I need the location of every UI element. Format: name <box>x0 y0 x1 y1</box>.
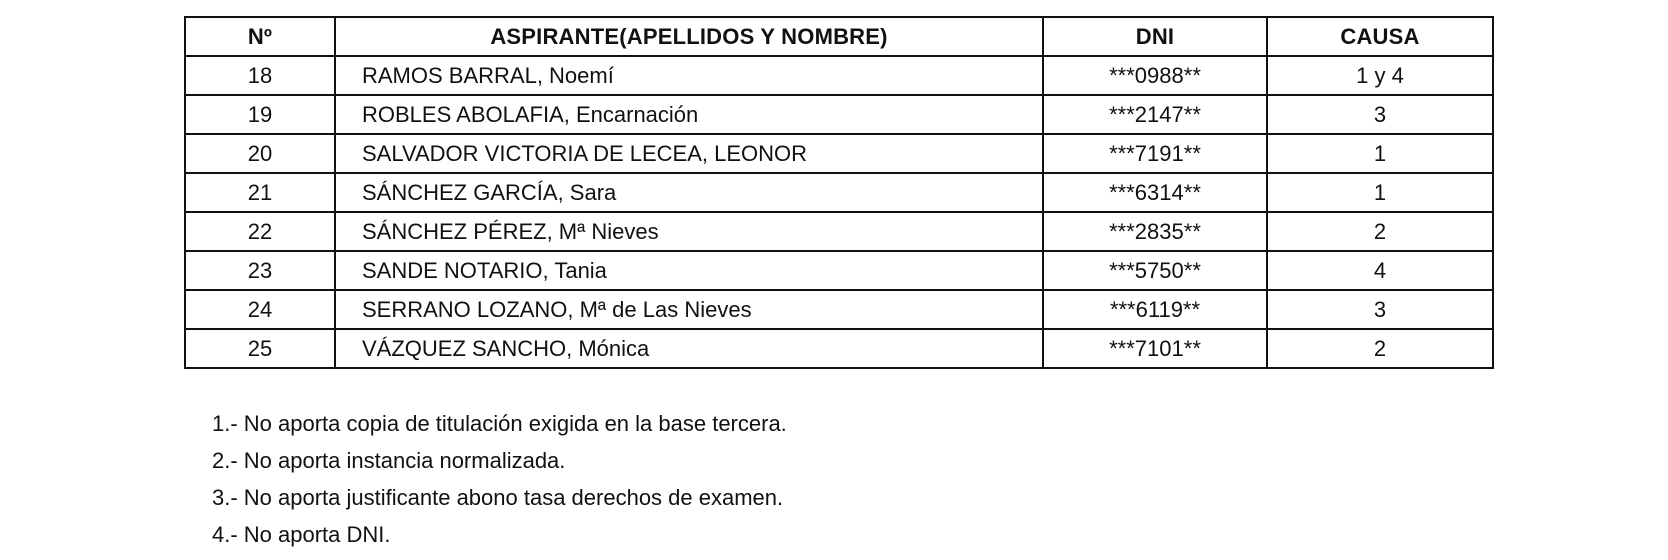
row-num: 22 <box>185 212 335 251</box>
row-name: ROBLES ABOLAFIA, Encarnación <box>335 95 1043 134</box>
row-dni: ***6119** <box>1043 290 1267 329</box>
row-causa: 3 <box>1267 95 1493 134</box>
row-causa: 2 <box>1267 329 1493 368</box>
row-name: RAMOS BARRAL, Noemí <box>335 56 1043 95</box>
row-name: VÁZQUEZ SANCHO, Mónica <box>335 329 1043 368</box>
row-num: 20 <box>185 134 335 173</box>
row-causa: 2 <box>1267 212 1493 251</box>
table-row <box>185 290 1493 329</box>
row-num: 23 <box>185 251 335 290</box>
table-row <box>185 56 1493 95</box>
row-causa: 1 <box>1267 134 1493 173</box>
row-name: SALVADOR VICTORIA DE LECEA, LEONOR <box>335 134 1043 173</box>
cause-legend <box>212 405 787 553</box>
row-num: 19 <box>185 95 335 134</box>
header-num: Nº <box>185 17 335 56</box>
excluded-applicants-table <box>184 16 1494 369</box>
row-causa: 3 <box>1267 290 1493 329</box>
header-causa: CAUSA <box>1267 17 1493 56</box>
table-row <box>185 95 1493 134</box>
table-row <box>185 173 1493 212</box>
table-header-row <box>185 17 1493 56</box>
table-row <box>185 329 1493 368</box>
row-causa: 1 y 4 <box>1267 56 1493 95</box>
row-num: 25 <box>185 329 335 368</box>
row-name: SANDE NOTARIO, Tania <box>335 251 1043 290</box>
cause-note: 2.- No aporta instancia normalizada. <box>212 448 566 473</box>
row-name: SERRANO LOZANO, Mª de Las Nieves <box>335 290 1043 329</box>
row-dni: ***7101** <box>1043 329 1267 368</box>
row-dni: ***7191** <box>1043 134 1267 173</box>
cause-note: 3.- No aporta justificante abono tasa derechos de examen. <box>212 485 784 510</box>
row-name: SÁNCHEZ PÉREZ, Mª Nieves <box>335 212 1043 251</box>
row-causa: 4 <box>1267 251 1493 290</box>
header-dni: DNI <box>1043 17 1267 56</box>
row-dni: ***2147** <box>1043 95 1267 134</box>
table-row <box>185 251 1493 290</box>
row-num: 24 <box>185 290 335 329</box>
row-dni: ***0988** <box>1043 56 1267 95</box>
cause-note: 4.- No aporta DNI. <box>212 522 391 547</box>
row-num: 21 <box>185 173 335 212</box>
row-name: SÁNCHEZ GARCÍA, Sara <box>335 173 1043 212</box>
row-dni: ***6314** <box>1043 173 1267 212</box>
row-causa: 1 <box>1267 173 1493 212</box>
cause-note: 1.- No aporta copia de titulación exigida en la base tercera. <box>212 411 787 436</box>
row-num: 18 <box>185 56 335 95</box>
header-name: ASPIRANTE(APELLIDOS Y NOMBRE) <box>335 17 1043 56</box>
row-dni: ***2835** <box>1043 212 1267 251</box>
row-dni: ***5750** <box>1043 251 1267 290</box>
table-row <box>185 134 1493 173</box>
table-row <box>185 212 1493 251</box>
